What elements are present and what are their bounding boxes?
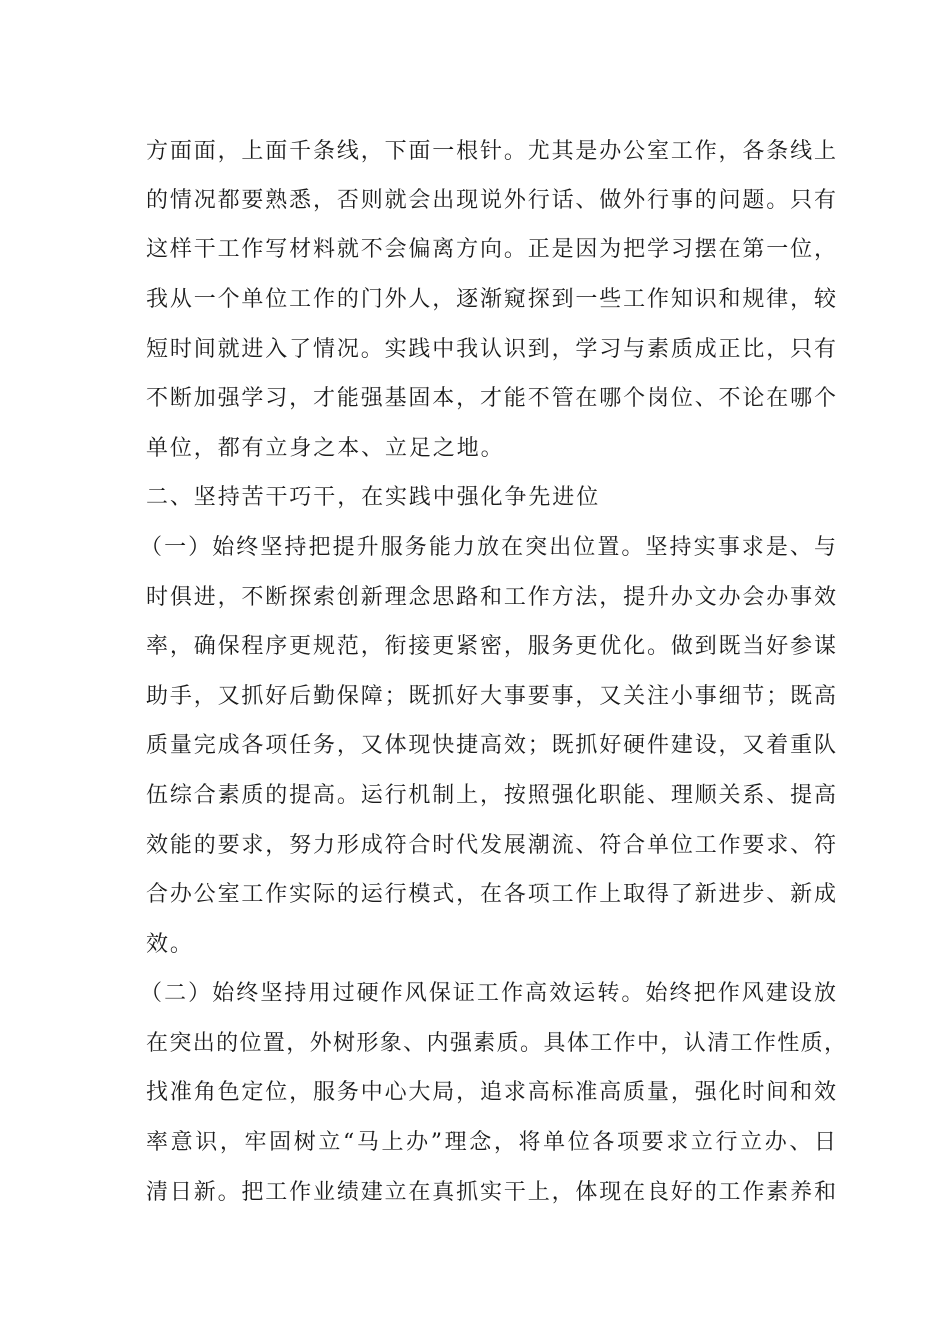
text-line-7: 单位，都有立身之本、立足之地。 (146, 436, 505, 461)
text-line-18: （二）始终坚持用过硬作风保证工作高效运转。始终把作风建设放 (140, 981, 836, 1006)
text-line-19: 在突出的位置，外树形象、内强素质。具体工作中，认清工作性质， (146, 1031, 846, 1056)
text-line-1: 方面面，上面千条线，下面一根针。尤其是办公室工作，各条线上 (146, 139, 836, 164)
text-line-22: 清日新。把工作业绩建立在真抓实干上，体现在良好的工作素养和 (146, 1180, 836, 1205)
text-line-21: 率意识，牢固树立“马上办”理念，将单位各项要求立行立办、日 (146, 1130, 836, 1155)
text-line-10: 时俱进，不断探索创新理念思路和工作方法，提升办文办会办事效 (146, 585, 836, 610)
section-heading: 二、坚持苦干巧干，在实践中强化争先进位 (146, 485, 601, 510)
text-line-4: 我从一个单位工作的门外人，逐渐窥探到一些工作知识和规律，较 (146, 287, 836, 312)
text-line-14: 伍综合素质的提高。运行机制上，按照强化职能、理顺关系、提高 (146, 783, 836, 808)
text-line-20: 找准角色定位，服务中心大局，追求高标准高质量，强化时间和效 (146, 1080, 836, 1105)
text-line-13: 质量完成各项任务，又体现快捷高效；既抓好硬件建设，又着重队 (146, 733, 836, 758)
text-line-16: 合办公室工作实际的运行模式，在各项工作上取得了新进步、新成 (146, 882, 836, 907)
text-line-3: 这样干工作写材料就不会偏离方向。正是因为把学习摆在第一位， (146, 237, 836, 262)
text-line-17: 效。 (146, 932, 194, 957)
text-line-2: 的情况都要熟悉，否则就会出现说外行话、做外行事的问题。只有 (146, 188, 836, 213)
text-line-15: 效能的要求，努力形成符合时代发展潮流、符合单位工作要求、符 (146, 833, 836, 858)
text-line-12: 助手，又抓好后勤保障；既抓好大事要事，又关注小事细节；既高 (146, 684, 836, 709)
text-line-9: （一）始终坚持把提升服务能力放在突出位置。坚持实事求是、与 (140, 535, 836, 560)
text-line-11: 率，确保程序更规范，衔接更紧密，服务更优化。做到既当好参谋 (146, 634, 836, 659)
text-line-6: 不断加强学习，才能强基固本，才能不管在哪个岗位、不论在哪个 (146, 386, 836, 411)
text-line-5: 短时间就进入了情况。实践中我认识到，学习与素质成正比，只有 (146, 337, 836, 362)
